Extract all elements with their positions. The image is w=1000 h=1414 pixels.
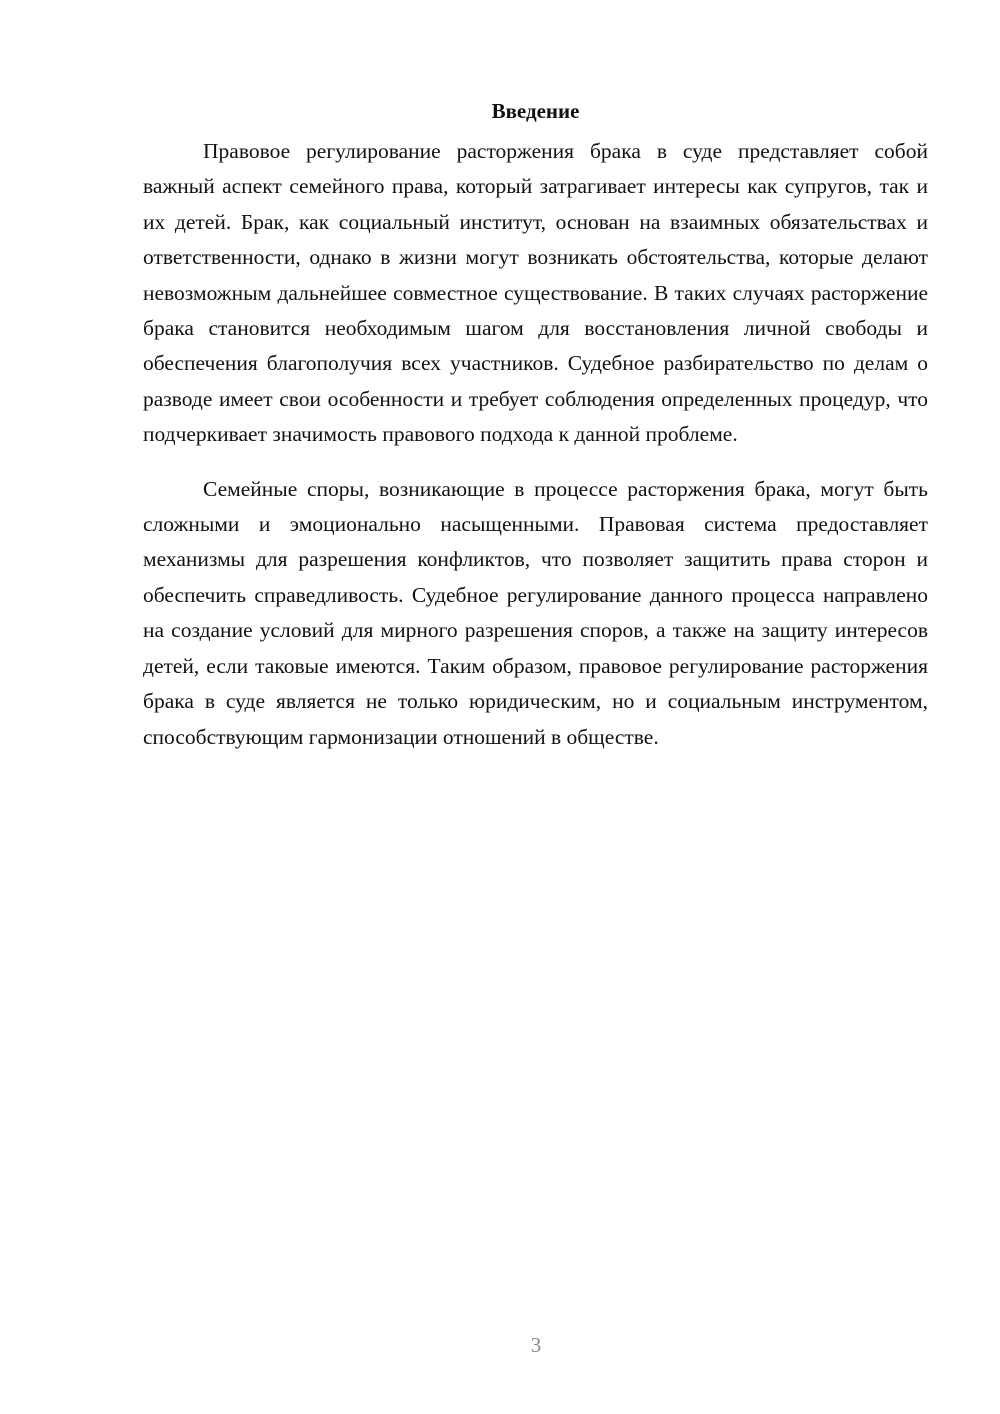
section-heading: Введение	[491, 99, 580, 123]
paragraph-2: Семейные споры, возникающие в процессе расторжения брака, могут быть сложными и эмоционально насыщенными. Правовая система предоставляет механизмы для разрешения конфликтов, что позволяет защитить права сторон и обеспечить справедливость. Судебное регулирование данного процесса направлено на создание условий для мирного разрешения споров, а также на защиту интересов детей, если таковые имеются. Таким образом, правовое регулирование расторжения брака в суде является не только юридическим, но и социальным инструментом, способствующим гармонизации отношений в обществе.	[143, 476, 928, 749]
page-content	[143, 96, 928, 755]
paragraph-1: Правовое регулирование расторжения брака в суде представляет собой важный аспект семейного права, который затрагивает интересы как супругов, так и их детей. Брак, как социальный институт, основан на взаимных обязательствах и ответственности, однако в жизни могут возникать обстоятельства, которые делают невозможным дальнейшее совместное существование. В таких случаях расторжение брака становится необходимым шагом для восстановления личной свободы и обеспечения благополучия всех участников. Судебное разбирательство по делам о разводе имеет свои особенности и требует соблюдения определенных процедур, что подчеркивает значимость правового подхода к данной проблеме.	[143, 139, 928, 447]
page-number: 3	[530, 1333, 542, 1357]
